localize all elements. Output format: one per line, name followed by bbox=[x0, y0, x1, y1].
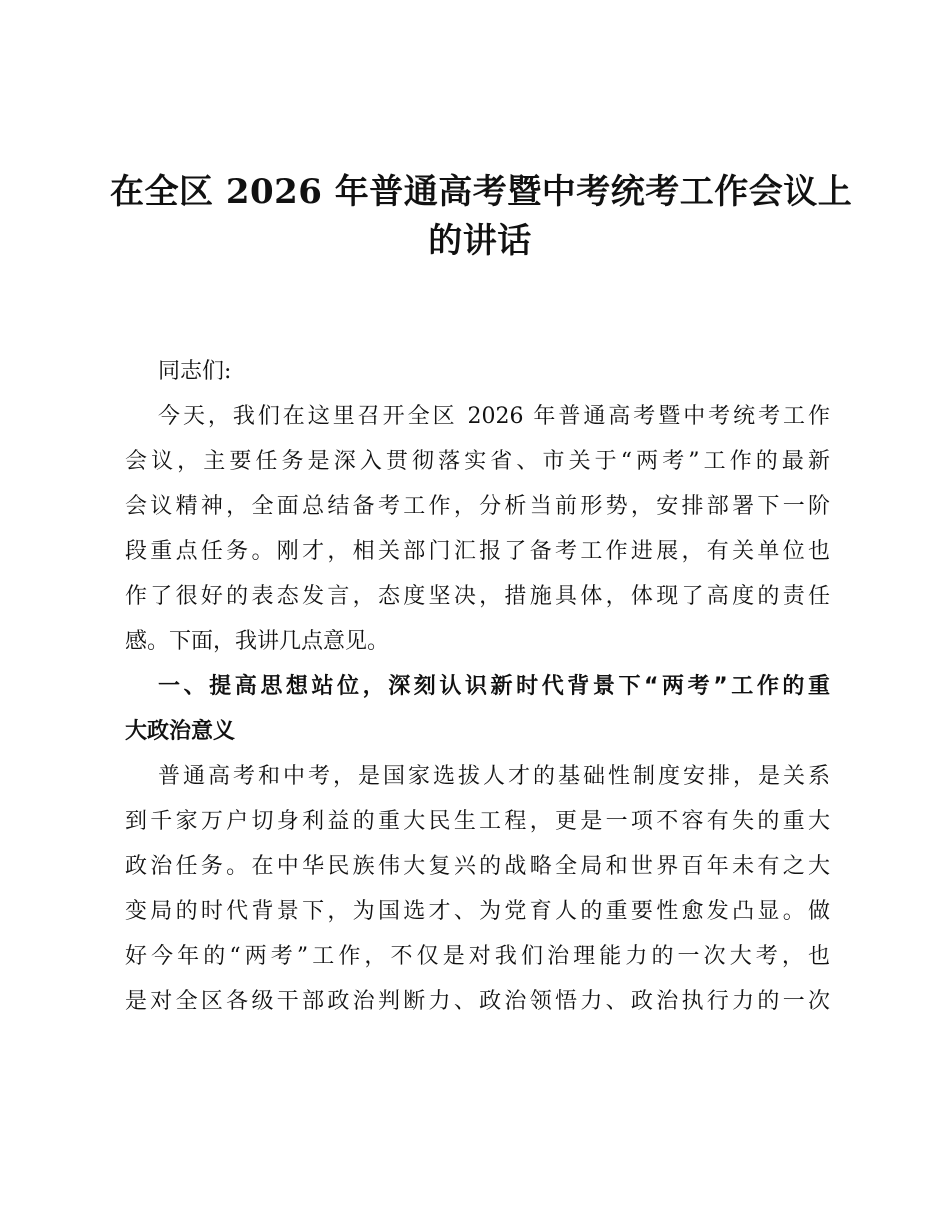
paragraph-line: 到千家万户切身利益的重大民生工程，更是一项不容有失的重大 bbox=[125, 809, 830, 834]
paragraph-line: 感。下面，我讲几点意见。 bbox=[125, 629, 390, 654]
paragraph-line: 是对全区各级干部政治判断力、政治领悟力、政治执行力的一次 bbox=[125, 989, 830, 1014]
paragraph-line: 好今年的“两考”工作，不仅是对我们治理能力的一次大考，也 bbox=[125, 944, 830, 969]
heading-line: 大政治意义 bbox=[125, 719, 236, 744]
paragraph-line: 作了很好的表态发言，态度坚决，措施具体，体现了高度的责任 bbox=[125, 584, 830, 609]
paragraph-line: 会议精神，全面总结备考工作，分析当前形势，安排部署下一阶 bbox=[125, 494, 830, 519]
title-line-1: 在全区 2026 年普通高考暨中考统考工作会议上 bbox=[110, 172, 853, 212]
section-heading-1 bbox=[125, 664, 830, 754]
title-line-2: 的讲话 bbox=[428, 221, 532, 261]
salutation: 同志们: bbox=[158, 359, 232, 384]
paragraph-line: 变局的时代背景下，为国选才、为党育人的重要性愈发凸显。做 bbox=[125, 899, 830, 924]
paragraph-line: 普通高考和中考，是国家选拔人才的基础性制度安排，是关系 bbox=[158, 764, 830, 789]
paragraph-line: 段重点任务。刚才，相关部门汇报了备考工作进展，有关单位也 bbox=[125, 539, 830, 564]
paragraph-line: 政治任务。在中华民族伟大复兴的战略全局和世界百年未有之大 bbox=[125, 854, 830, 879]
document-title bbox=[110, 168, 853, 266]
heading-line: 一、提高思想站位，深刻认识新时代背景下“两考”工作的重 bbox=[158, 674, 830, 699]
paragraph-2 bbox=[125, 754, 830, 1024]
paragraph-line: 会议，主要任务是深入贯彻落实省、市关于“两考”工作的最新 bbox=[125, 449, 830, 474]
paragraph-line: 今天，我们在这里召开全区 2026 年普通高考暨中考统考工作 bbox=[158, 404, 830, 429]
document-body bbox=[125, 349, 830, 1024]
paragraph-1 bbox=[125, 394, 830, 664]
